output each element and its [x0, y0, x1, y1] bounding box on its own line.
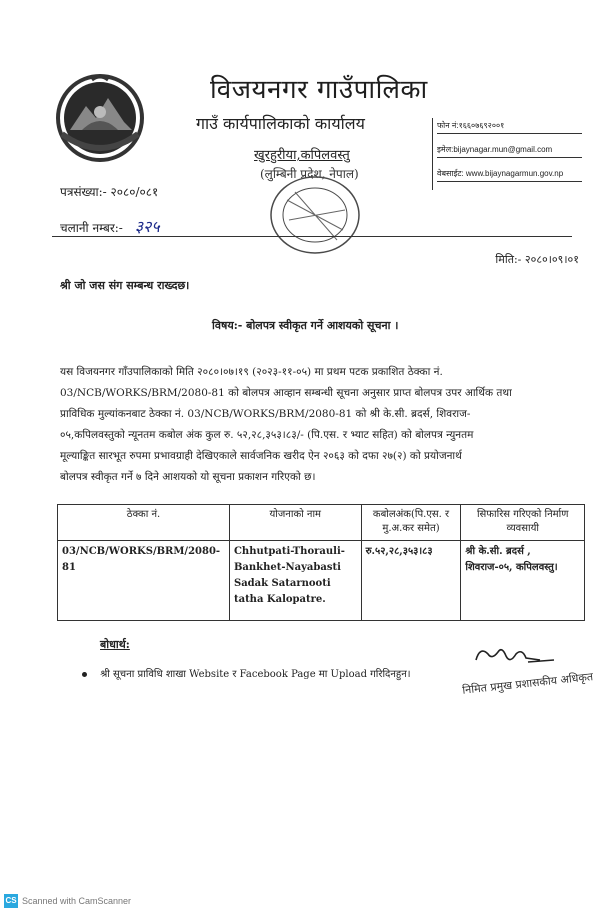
camscanner-text: Scanned with CamScanner: [22, 896, 132, 906]
header-project-name: योजनाको नाम: [229, 505, 361, 541]
bullet-icon: [82, 672, 87, 677]
letter-date: मिति:- २०८०।०९।०१: [495, 253, 579, 266]
office-subtitle: गाउँ कार्यपालिकाको कार्यालय: [196, 114, 365, 133]
cell-project-name: Chhutpati-Thorauli-Bankhet-Nayabasti Sadak Satarnooti tatha Kalopatre.: [229, 541, 361, 621]
header-recommended-contractor: सिफारिस गरिएको निर्माण व्यवसायी: [461, 505, 585, 541]
signature-mark: [470, 640, 560, 670]
dispatch-value-handwritten: ३२५: [134, 219, 160, 236]
email-address: इमेल:bijaynagar.mun@gmail.com: [437, 142, 582, 158]
body-line: बोलपत्र स्वीकृत गर्ने ७ दिने आशयको यो सूचना प्रकाशन गरिएको छ।: [60, 471, 316, 483]
office-province: (लुम्बिनी प्रदेश, नेपाल): [260, 167, 359, 181]
table-row: [58, 541, 585, 621]
body-line: ०५,कपिलवस्तुको न्यूनतम कबोल अंक कुल रु. ५२,२८,३५३।८३/- (पि.एस. र भ्याट सहित) को बोलपत्र न्युनतम: [60, 429, 474, 441]
cell-bid-amount: रु.५२,२८,३५३।८३: [361, 541, 461, 621]
cc-item-text: श्री सूचना प्राविधि शाखा Website र Facebook Page मा Upload गरिदिनहुन।: [100, 669, 411, 680]
table-header-row: [58, 505, 585, 541]
cell-contractor: श्री के.सी. ब्रदर्स , शिवराज-०५, कपिलवस्तु।: [461, 541, 585, 621]
camscanner-watermark: [0, 892, 131, 910]
reference-number: पत्रसंख्या:- २०८०/०८१: [60, 185, 159, 199]
cell-contract-no: 03/NCB/WORKS/BRM/2080-81: [58, 541, 230, 621]
office-title: विजयनगर गाउँपालिका: [210, 75, 428, 105]
body-line: यस विजयनगर गाँउपालिकाको मिति २०८०।०७।१९ (२०२३-११-०५) मा प्रथम पटक प्रकाशित ठेक्का नं.: [60, 366, 443, 378]
cc-title: बोधार्थ:: [100, 638, 130, 651]
body-line: मूल्याङ्कित सारभूत रुपमा प्रभावग्राही देखिएकाले सार्वजनिक खरीद ऐन २०६३ को दफा २७(२) को प्रयोजनार्थ: [60, 450, 462, 462]
nepal-emblem-logo: [52, 72, 148, 164]
body-line: प्राविधिक मुल्यांकनबाट ठेक्का नं. 03/NCB/WORKS/BRM/2080-81 को श्री के.सी. ब्रदर्स, शिवराज-: [60, 408, 471, 420]
addressee: श्री जो जस संग सम्बन्ध राख्दछ।: [60, 279, 190, 292]
camscanner-icon: CS: [4, 894, 18, 908]
letterhead-divider: [52, 236, 572, 237]
phone-number: फोन नं:१६६०७६९२००१: [437, 118, 582, 134]
header-contract-no: ठेक्का नं.: [58, 505, 230, 541]
contact-box: [432, 118, 582, 190]
dispatch-number: [60, 215, 160, 237]
cc-item: [82, 666, 411, 680]
header-bid-amount: कबोलअंक(पि.एस. र मु.अ.कर समेत): [361, 505, 461, 541]
body-line: 03/NCB/WORKS/BRM/2080-81 को बोलपत्र आव्हान सम्बन्धी सूचना अनुसार प्राप्त बोलपत्र उपर आर्थिक तथा: [60, 387, 512, 399]
signatory-title: निमित प्रमुख प्रशासकीय अधिकृत: [461, 670, 594, 697]
subject-line: विषय:- बोलपत्र स्वीकृत गर्ने आशयको सूचना ।: [212, 319, 399, 332]
office-stamp: [265, 170, 365, 260]
letter-body: [60, 362, 572, 488]
website-address: वेबसाईट: www.bijaynagarmun.gov.np: [437, 166, 582, 182]
office-address: खुरहुरीया,कपिलवस्तु: [254, 148, 350, 163]
contract-award-table: [57, 504, 585, 621]
dispatch-label: चलानी नम्बर:-: [60, 221, 123, 235]
